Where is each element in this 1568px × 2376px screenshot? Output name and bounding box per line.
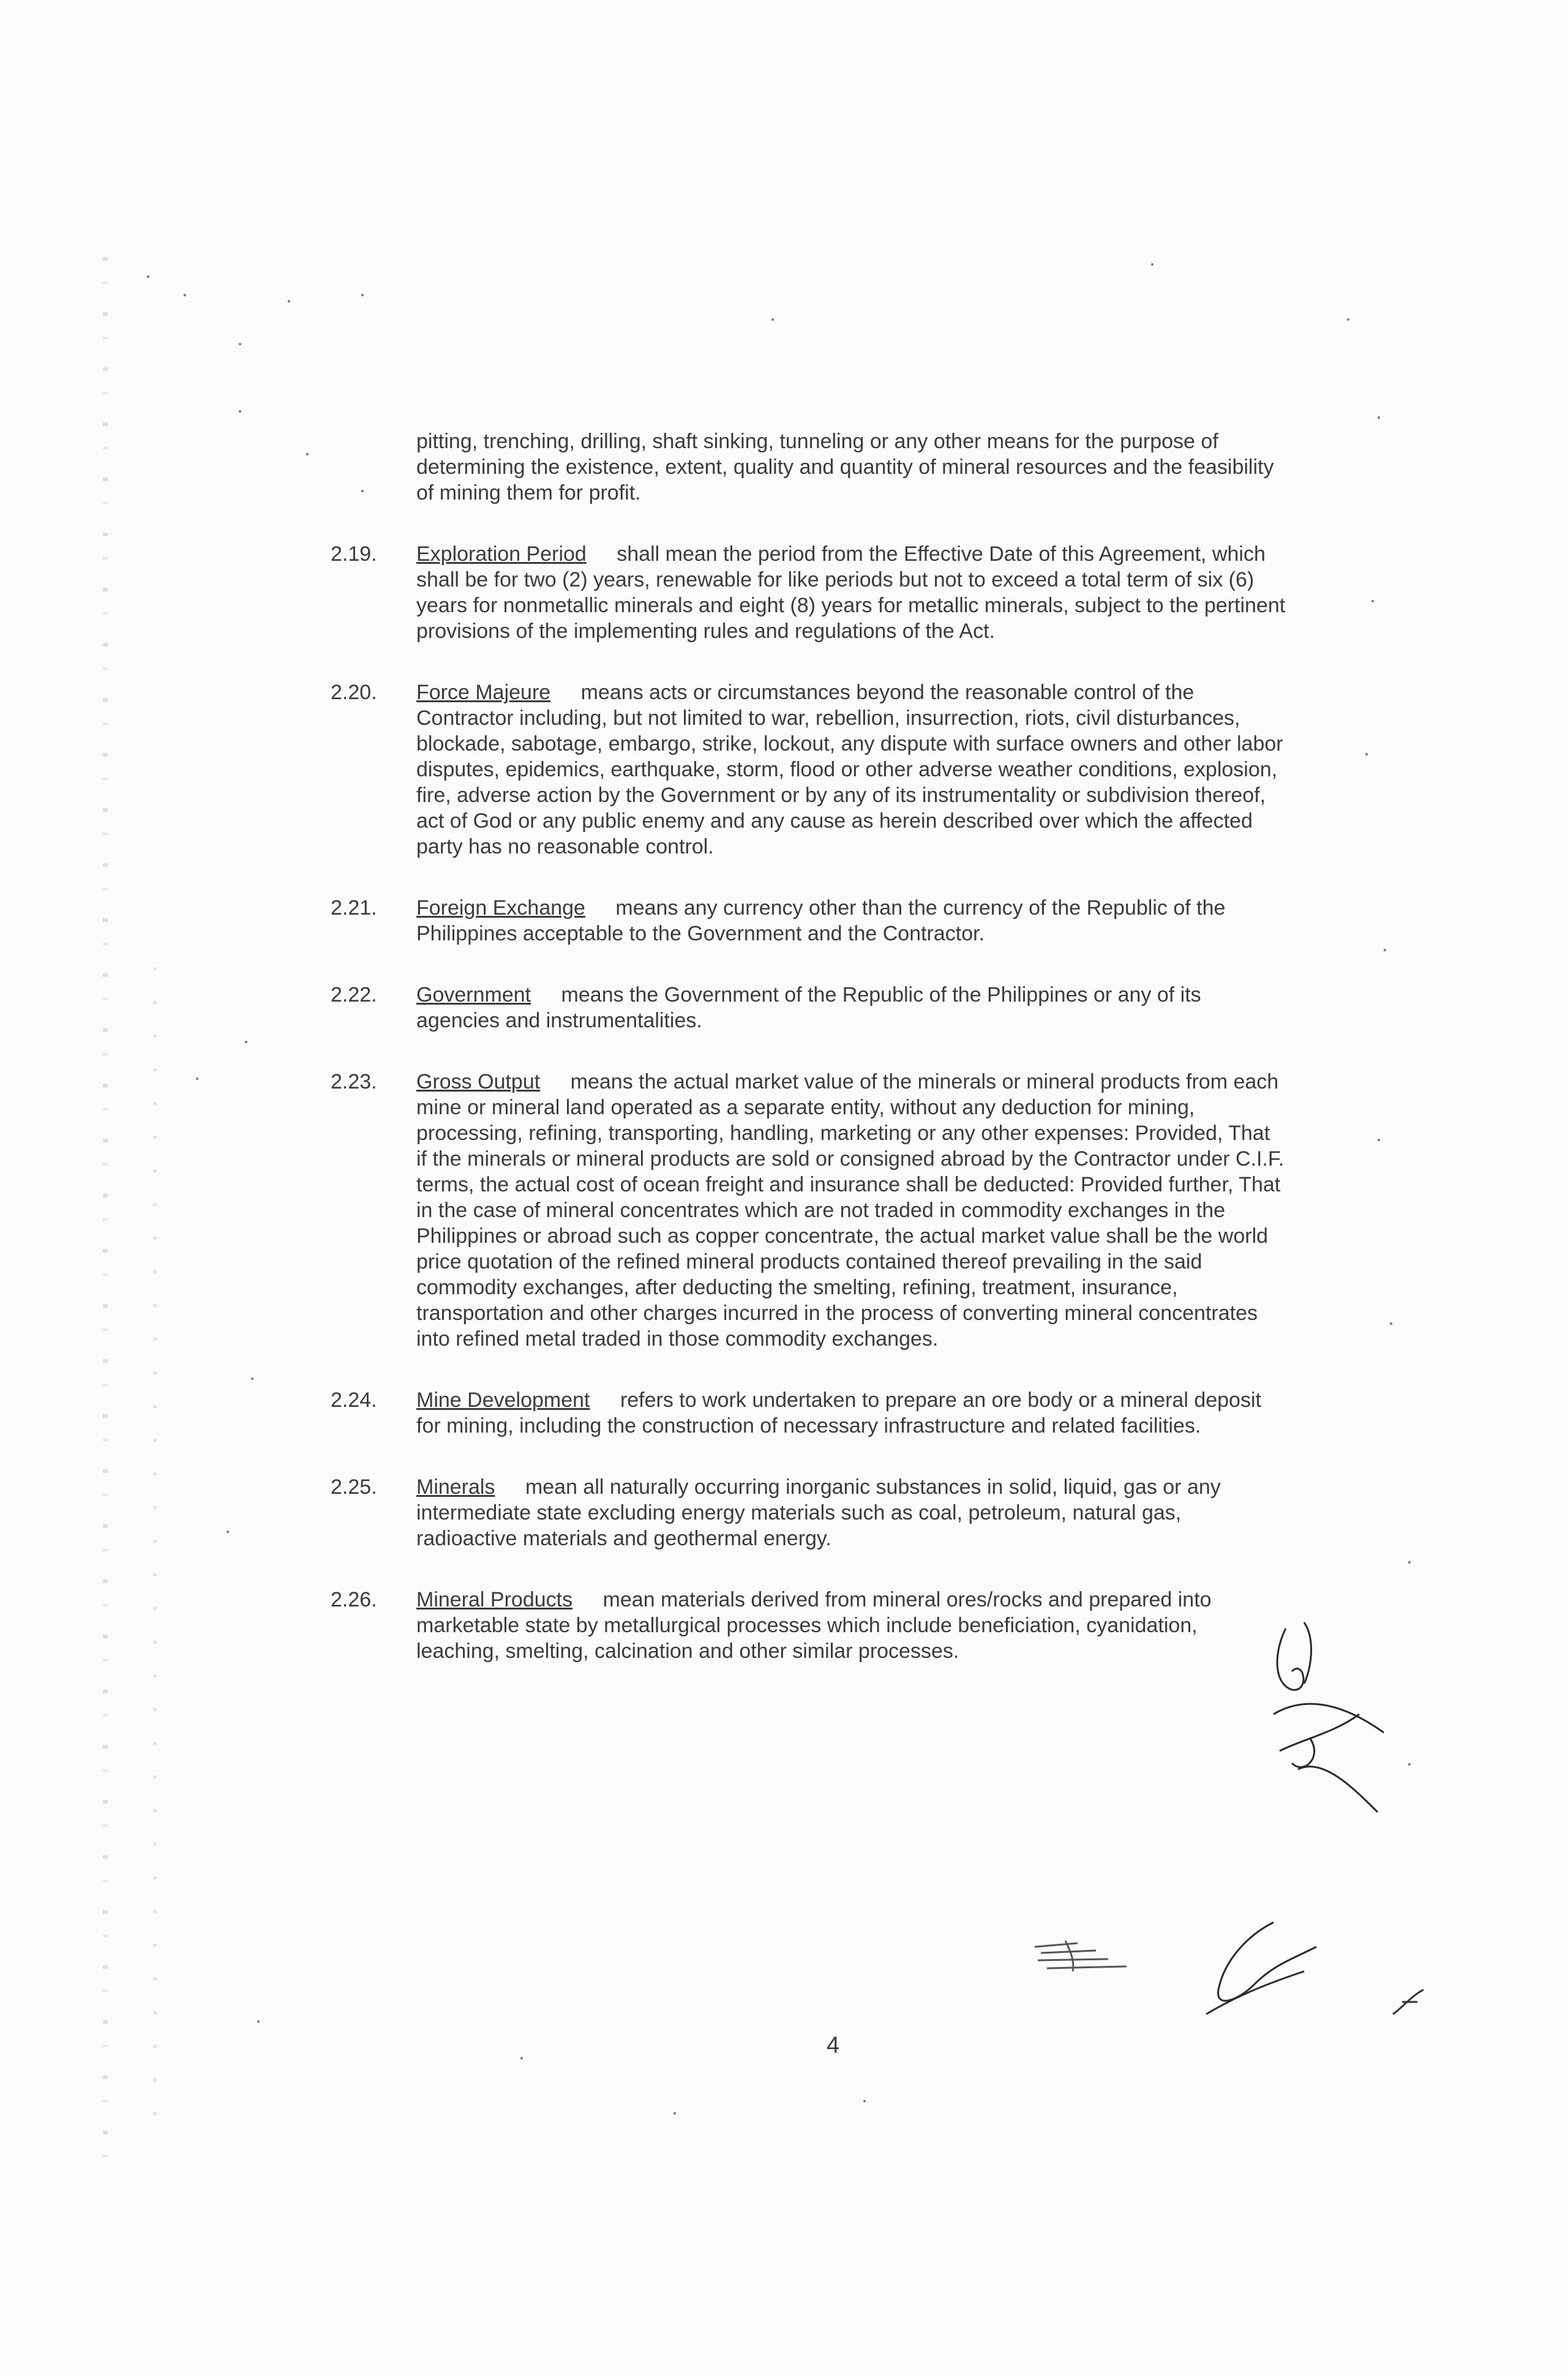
- scan-speck: [184, 294, 186, 296]
- clause-2-22: [331, 982, 1286, 1033]
- clause-2-21: [331, 895, 1286, 946]
- clause-body: [416, 982, 1286, 1033]
- margin-initials-signature: [1267, 1616, 1390, 1824]
- clause-2-24: [331, 1387, 1286, 1439]
- defined-term: Exploration Period: [416, 542, 587, 566]
- page-number: 4: [827, 2033, 840, 2058]
- defined-term: Minerals: [416, 1475, 495, 1499]
- clause-number: 2.23.: [331, 1070, 377, 1093]
- scan-speck: [1365, 753, 1368, 755]
- clause-number: 2.19.: [331, 542, 377, 566]
- clause-text: refers to work undertaken to prepare an ore body or a mineral deposit for mining, including the construction of necessary infrastructure and related facilities.: [416, 1388, 1261, 1437]
- clause-number: 2.22.: [331, 983, 377, 1006]
- scan-speck: [361, 294, 364, 296]
- initials-stamp: [1029, 1935, 1133, 1977]
- scan-speck: [863, 2100, 866, 2102]
- scan-speck: [251, 1377, 253, 1380]
- clause-text: means any currency other than the currency of the Republic of the Philippines acceptable to the Government and the Contractor.: [416, 896, 1226, 945]
- continuation-paragraph: pitting, trenching, drilling, shaft sinking, tunneling or any other means for the purpose of determining the existence, extent, quality and quantity of mineral resources and the feasibility of mining them for profit.: [416, 430, 1274, 504]
- scan-speck: [196, 1077, 198, 1080]
- clause-text: shall mean the period from the Effective Date of this Agreement, which shall be for two (2) years, renewable for like periods but not to exceed a total term of six (6) years for nonmetallic minerals and eight (8) years for metallic minerals, subject to the pertinent provisions of the implementing rules and regulations of the Act.: [416, 542, 1286, 643]
- clause-body: [416, 541, 1286, 644]
- clause-2-19: [331, 541, 1286, 644]
- clause-2-20: [331, 680, 1286, 860]
- defined-term: Gross Output: [416, 1070, 541, 1093]
- defined-term: Mine Development: [416, 1388, 590, 1412]
- clause-text: mean all naturally occurring inorganic substances in solid, liquid, gas or any intermediate state excluding energy materials such as coal, petroleum, natural gas, radioactive materials and geothermal energy.: [416, 1475, 1221, 1550]
- clause-2-26: [331, 1587, 1286, 1664]
- clause-number: 2.24.: [331, 1388, 377, 1412]
- clause-number: 2.21.: [331, 896, 377, 920]
- clause-text: means the actual market value of the minerals or mineral products from each mine or mineral land operated as a separate entity, without any deduction for mining, processing, refining, transporting, handling, marketing or any other expenses: Provided, That if the minerals or mineral products are sold or consigned abroad by the Contractor under C.I.F. terms, the actual cost of ocean freight and insurance shall be deducted: Provided further, That in the case of mineral concentrates which are not traded in commodity exchanges in the Philippines or abroad such as copper concentrate, the actual market value shall be the world price quotation of the refined mineral products contained thereof prevailing in the said commodity exchanges, after deducting the smelting, refining, treatment, insurance, transportation and other charges incurred in the process of converting mineral concentrates into refined metal traded in those commodity exchanges.: [416, 1070, 1285, 1351]
- scan-speck: [673, 2112, 676, 2115]
- scan-edge-marks-inner: [153, 967, 157, 2143]
- scan-speck: [1390, 1322, 1392, 1325]
- scan-speck: [1378, 1139, 1380, 1141]
- clause-body: [416, 895, 1286, 946]
- scan-speck: [1151, 263, 1153, 266]
- clause-body: [416, 1587, 1286, 1664]
- clause-2-25: [331, 1474, 1286, 1551]
- scan-speck: [257, 2020, 260, 2023]
- scan-speck: [245, 1041, 247, 1043]
- scan-speck: [520, 2057, 523, 2059]
- scan-speck: [1408, 1561, 1411, 1564]
- scan-edge-marks: [103, 257, 108, 2167]
- scan-speck: [1371, 600, 1374, 602]
- scan-speck: [227, 1531, 229, 1533]
- scan-speck: [1408, 1763, 1411, 1766]
- scan-speck: [306, 453, 309, 455]
- clause-body: [416, 1387, 1286, 1439]
- clause-text: means the Government of the Republic of the Philippines or any of its agencies and instrumentalities.: [416, 983, 1201, 1032]
- clause-text: mean materials derived from mineral ores/rocks and prepared into marketable state by metallurgical processes which include beneficiation, cyanidation, leaching, smelting, calcination and other similar processes.: [416, 1588, 1212, 1663]
- scan-speck: [1378, 416, 1380, 419]
- scan-speck: [361, 490, 364, 492]
- scan-speck: [147, 275, 149, 278]
- clause-number: 2.26.: [331, 1588, 377, 1611]
- scan-speck: [1384, 949, 1386, 951]
- document-body: [331, 429, 1286, 1664]
- corner-mark: [1390, 1984, 1427, 2020]
- clause-body: [416, 1069, 1286, 1352]
- clause-2-23: [331, 1069, 1286, 1352]
- scan-speck: [1347, 318, 1349, 321]
- defined-term: Foreign Exchange: [416, 896, 585, 920]
- clause-body: [416, 1474, 1286, 1551]
- clause-number: 2.25.: [331, 1475, 377, 1499]
- scan-speck: [239, 410, 241, 413]
- clause-body: [416, 680, 1286, 860]
- defined-term: Force Majeure: [416, 681, 551, 704]
- bottom-signature: [1200, 1910, 1322, 2020]
- defined-term: Mineral Products: [416, 1588, 573, 1611]
- clause-text: means acts or circumstances beyond the reasonable control of the Contractor including, but not limited to war, rebellion, insurrection, riots, civil disturbances, blockade, sabotage, embargo, strike, lockout, any dispute with surface owners and other labor disputes, epidemics, earthquake, storm, flood or other adverse weather conditions, explosion, fire, adverse action by the Government or by any of its instrumentality or subdivision thereof, act of God or any public enemy and any cause as herein described over which the affected party has no reasonable control.: [416, 681, 1283, 858]
- defined-term: Government: [416, 983, 531, 1006]
- scan-speck: [288, 300, 290, 302]
- scan-speck: [239, 343, 241, 345]
- clause-number: 2.20.: [331, 681, 377, 704]
- scan-speck: [771, 318, 774, 321]
